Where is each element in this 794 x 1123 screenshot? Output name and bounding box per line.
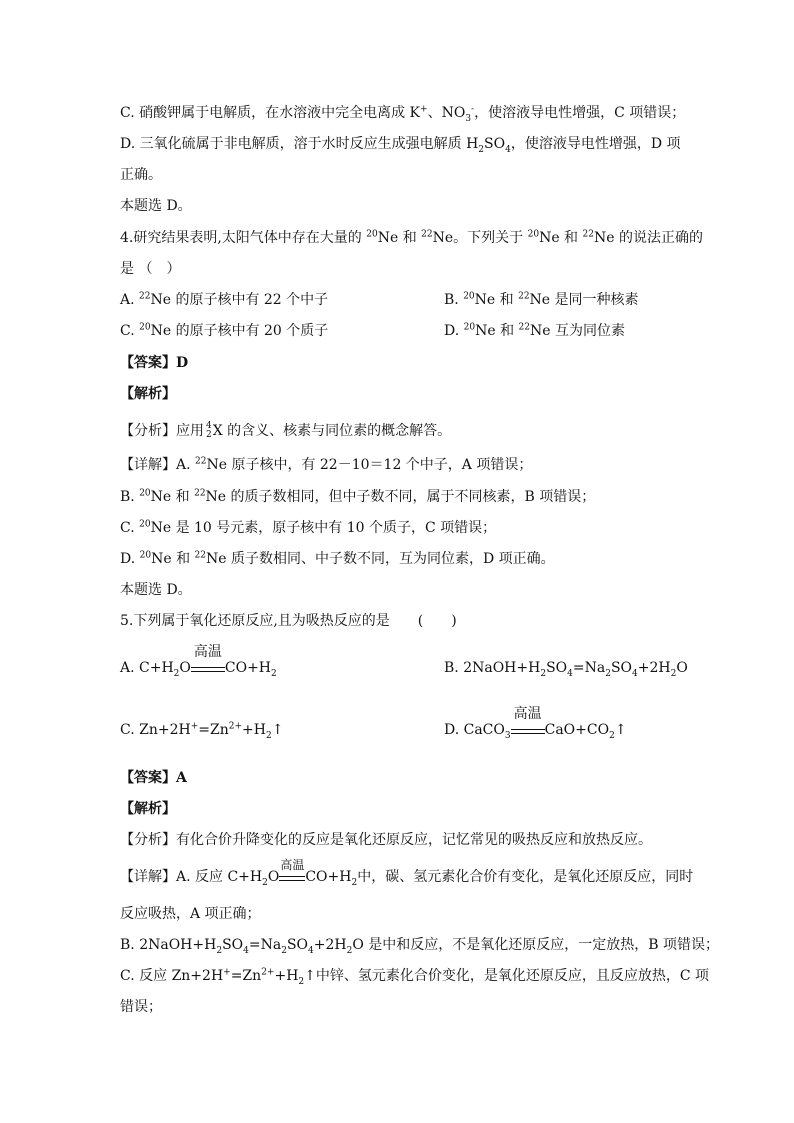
detail-d: D. $^{20}$Ne 和 $^{22}$Ne 质子数相同、中子数不同，互为同位素，D 项正确。	[120, 550, 555, 567]
detail-c: C. $^{20}$Ne 是 10 号元素，原子核中有 10 个质子，C 项错误；	[120, 519, 497, 536]
text-line: D. 三氧化硫属于非电解质，溶于水时反应生成强电解质 $H_2SO_4$，使溶液导电性增强，D 项	[120, 136, 681, 155]
text-line: 正确。	[120, 167, 162, 183]
analysis-text: 【分析】应用 4 2 X 的含义、核素与同位素的概念解答。	[120, 421, 452, 440]
analysis-label: 【解析】	[120, 386, 176, 402]
detail-b: B. $2NaOH+H_2SO_4=Na_2SO_4+2H_2O$ 是中和反应，不是氧化还原反应，一定放热，B 项错误；	[120, 937, 720, 956]
answer-label: 【答案】D	[120, 355, 189, 371]
text-line: C. 硝酸钾属于电解质，在水溶液中完全电离成 K+、$NO_3^-$，使溶液导电性增强，C 项错误；	[120, 104, 686, 124]
option-c: C. $Zn+2H^+=Zn^{2+}+H_2↑$	[120, 721, 284, 741]
analysis-text: 【分析】有化合价升降变化的反应是氧化还原反应，记忆常见的吸热反应和放热反应。	[120, 832, 652, 848]
question-5: 5.下列属于氧化还原反应,且为吸热反应的是 ( )	[120, 613, 457, 629]
detail-a: 【详解】A. 反应 $C+H_2O$ 高温 $CO+H_2$中，碳、氢元素化合价有变化，是氧化还原反应，同时	[120, 858, 694, 888]
detail-a: 【详解】A. $^{22}$Ne 原子核中，有 22－10＝12 个中子，A 项错误；	[120, 456, 533, 473]
option-a: A. $C+H_2O$ 高温 $CO+H_2$	[120, 644, 277, 679]
text-line: 本题选 D。	[120, 198, 192, 214]
question-4: 4.研究结果表明,太阳气体中存在大量的 $^{20}$Ne 和 $^{22}$Ne。下列关于 $^{20}$Ne 和 $^{22}$Ne 的说法正确的	[120, 229, 703, 246]
analysis-label: 【解析】	[120, 801, 176, 817]
detail-c-line2: 错误；	[120, 999, 162, 1015]
question-4-line2: 是 （ ）	[120, 261, 181, 277]
text-line: 本题选 D。	[120, 582, 192, 598]
detail-c: C. 反应 $Zn+2H^+=Zn^{2+}+H_2↑$中锌、氢元素化合价变化，是氧化还原反应，且反应放热，C 项	[120, 967, 710, 987]
option-c: C. $^{20}$Ne 的原子核中有 20 个质子	[120, 322, 329, 339]
option-b: B. $2NaOH+H_2SO_4=Na_2SO_4+2H_2O$	[444, 660, 688, 679]
detail-a-line2: 反应吸热，A 项正确；	[120, 906, 261, 922]
option-d: D. $^{20}$Ne 和 $^{22}$Ne 互为同位素	[444, 322, 625, 339]
option-b: B. $^{20}$Ne 和 $^{22}$Ne 是同一种核素	[444, 291, 639, 308]
detail-b: B. $^{20}$Ne 和 $^{22}$Ne 的质子数相同，但中子数不同，属于不同核素，B 项错误；	[120, 488, 596, 505]
option-d: D. CaCO$_3$ 高温 $CaO+CO_2↑$	[444, 706, 627, 741]
answer-label: 【答案】A	[120, 770, 187, 786]
option-a: A. $^{22}$Ne 的原子核中有 22 个中子	[120, 291, 329, 308]
